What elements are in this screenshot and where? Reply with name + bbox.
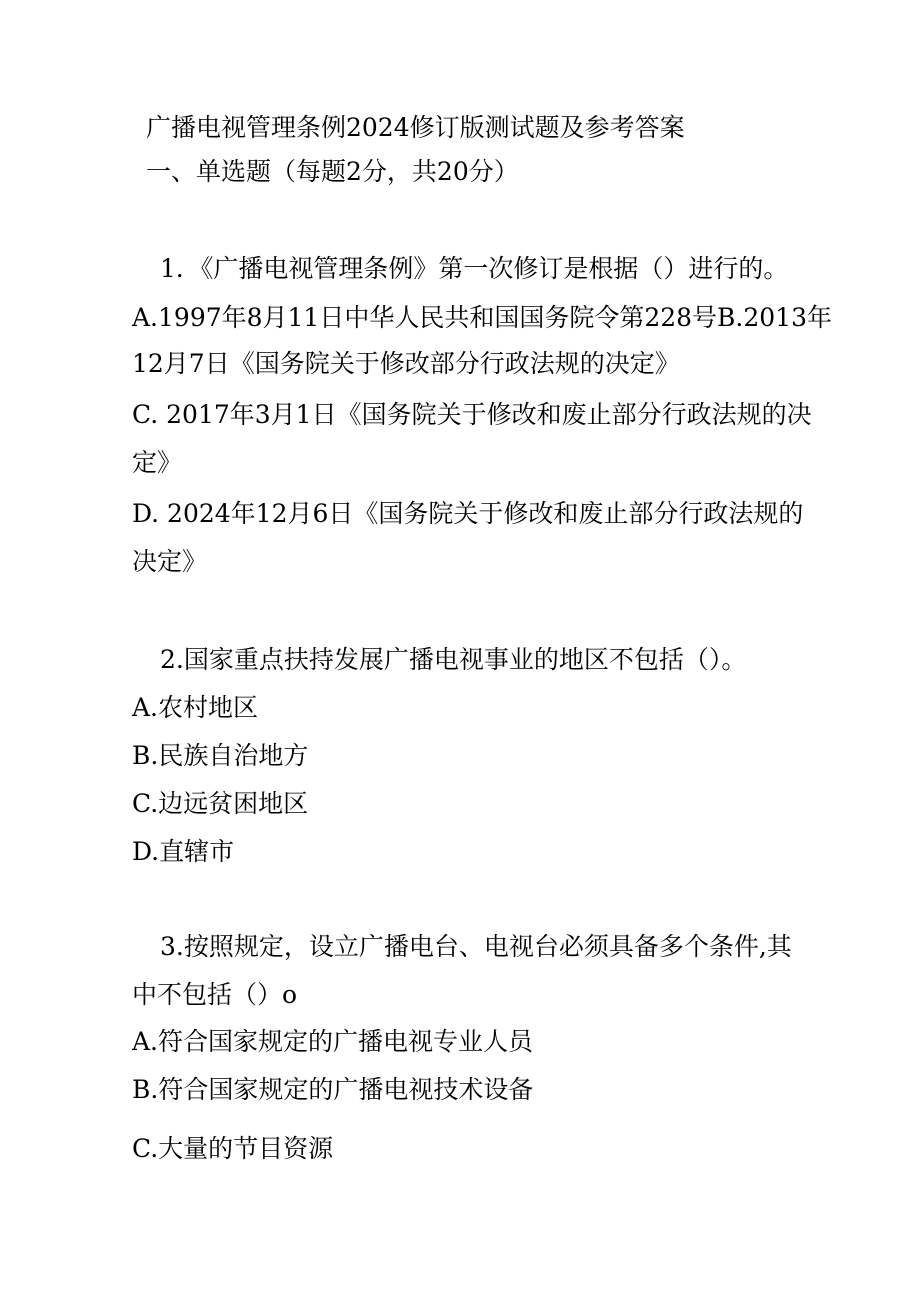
question-2-stem: 2.国家重点扶持发展广播电视事业的地区不包括（）。 xyxy=(160,645,747,674)
question-3-stem: 3.按照规定，设立广播电台、电视台必须具备多个条件,其 xyxy=(160,932,792,961)
question-2-option-a: A.农村地区 xyxy=(132,693,259,722)
question-1-option-a: A.1997年8月11日中华人民共和国国务院令第228号B.2013年 xyxy=(132,303,833,332)
question-2-option-d: D.直辖市 xyxy=(132,837,235,866)
question-3-stem-cont: 中不包括（）o xyxy=(132,980,298,1009)
question-1-option-c-cont: 定》 xyxy=(132,448,183,477)
question-1-option-b: 12月7日《国务院关于修改部分行政法规的决定》 xyxy=(132,349,680,378)
question-3-option-b: B.符合国家规定的广播电视技术设备 xyxy=(132,1075,534,1104)
question-2-option-c: C.边远贫困地区 xyxy=(132,789,309,818)
question-1-option-d: D. 2024年12月6日《国务院关于修改和废止部分行政法规的 xyxy=(132,499,804,528)
question-2-option-b: B.民族自治地方 xyxy=(132,741,309,770)
question-1-stem: 1．《广播电视管理条例》第一次修订是根据（）进行的。 xyxy=(160,254,789,283)
question-1-option-d-cont: 决定》 xyxy=(132,547,208,576)
section-heading: 一、单选题（每题2分，共20分） xyxy=(146,157,519,186)
question-1-option-c: C. 2017年3月1日《国务院关于修改和废止部分行政法规的决 xyxy=(132,400,812,429)
question-3-option-a: A.符合国家规定的广播电视专业人员 xyxy=(132,1027,534,1056)
document-title: 广播电视管理条例2024修订版测试题及参考答案 xyxy=(146,113,685,142)
question-3-option-c: C.大量的节目资源 xyxy=(132,1134,334,1163)
